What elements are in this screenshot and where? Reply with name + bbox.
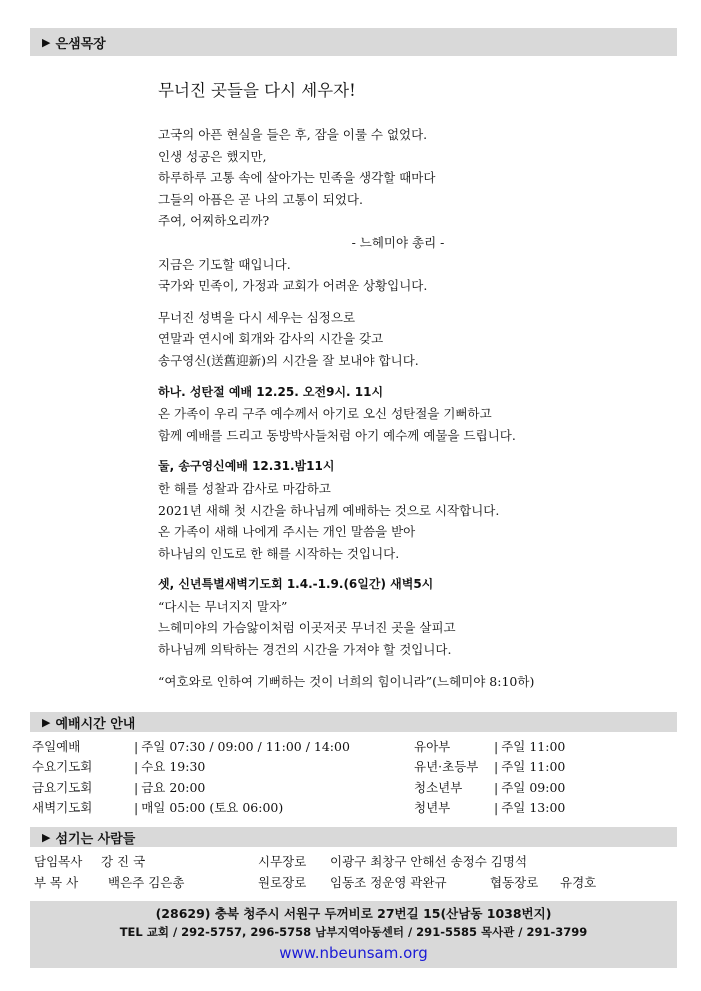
section-header-worship (30, 712, 677, 732)
text-line: 무너진 성벽을 다시 세우는 심정으로 (158, 309, 356, 325)
triangle-right-icon: ▶ (42, 715, 51, 729)
section-dawn-prayer (158, 574, 638, 660)
intro-paragraph (158, 124, 638, 297)
text-line: 하나님의 인도로 한 해를 시작하는 것입니다. (158, 545, 400, 561)
department-time: 주일 11:00 (501, 739, 566, 754)
text-line: 온 가족이 우리 구주 예수께서 아기로 오신 성탄절을 기뻐하고 (158, 406, 492, 422)
text-line: 지금은 기도할 때입니다. (158, 256, 291, 272)
department-time: 주일 13:00 (501, 799, 566, 815)
service-time: 주일 07:30 / 09:00 / 11:00 / 14:00 (141, 739, 350, 754)
schedule-row: 금요기도회 | 금요 20:00 청소년부 | 주일 09:00 (32, 778, 672, 798)
staff-list (34, 851, 674, 893)
text-line: 2021년 새해 첫 시간을 하나님께 예배하는 것으로 시작합니다. (158, 502, 500, 518)
section-header-label: 예배시간 안내 (55, 716, 136, 732)
text-line: 국가와 민족이, 가정과 교회가 어려운 상황입니다. (158, 278, 428, 294)
text-line: 하루하루 고통 속에 살아가는 민족을 생각할 때마다 (158, 170, 436, 186)
schedule-row: 수요기도회 | 수요 19:30 유년·초등부 | 주일 11:00 (32, 757, 672, 777)
article-title: 무너진 곳들을 다시 세우자! (158, 81, 356, 100)
paragraph (158, 307, 638, 372)
section-header-staff (30, 827, 677, 847)
staff-role: 담임목사 (34, 854, 83, 869)
section-new-year-eve (158, 456, 638, 564)
staff-names: 임동조 정운영 곽완규 (330, 875, 447, 890)
department-time: 주일 11:00 (501, 759, 566, 775)
text-line: 주여, 어찌하오리까? (158, 213, 270, 229)
text-line: 고국의 아픈 현실을 들은 후, 잠을 이룰 수 없었다. (158, 127, 428, 142)
section-title: 하나. 성탄절 예배 12.25. 오전9시. 11시 (158, 384, 384, 399)
service-time: 수요 19:30 (141, 759, 206, 775)
text-line: 그들의 아픔은 곧 나의 고통이 되었다. (158, 191, 363, 207)
triangle-right-icon: ▶ (42, 830, 51, 844)
church-address: (28629) 충북 청주시 서원구 두꺼비로 27번길 15(산남동 1038번지) (155, 906, 552, 921)
service-name: 수요기도회 (32, 759, 93, 775)
text-line: 함께 예배를 드리고 동방박사들처럼 아기 예수께 예물을 드립니다. (158, 427, 516, 443)
section-christmas (158, 382, 638, 447)
section-header-eunsam (30, 28, 677, 56)
staff-names: 이광구 최창구 안해선 송정수 김명석 (330, 854, 528, 869)
text-line: 느헤미야의 가슴앓이처럼 이곳저곳 무너진 곳을 살피고 (158, 620, 456, 636)
service-name: 주일예배 (32, 739, 81, 754)
staff-role: 협동장로 (490, 875, 539, 890)
text-line: “다시는 무너지지 말자” (158, 598, 288, 614)
service-time: 금요 20:00 (141, 779, 206, 795)
service-name: 금요기도회 (32, 779, 93, 795)
section-title: 셋, 신년특별새벽기도회 1.4.-1.9.(6일간) 새벽5시 (158, 577, 434, 592)
department-name: 청소년부 (414, 779, 463, 795)
section-header-label: 은샘목장 (55, 36, 106, 52)
staff-names: 강 진 국 (101, 854, 146, 869)
section-title: 둘, 송구영신예배 12.31.밤11시 (158, 459, 335, 474)
department-name: 유년·초등부 (414, 759, 479, 775)
triangle-right-icon: ▶ (42, 35, 51, 49)
text-line: 한 해를 성찰과 감사로 마감하고 (158, 480, 331, 496)
staff-names: 백은주 김은총 (108, 875, 185, 890)
department-name: 청년부 (414, 799, 451, 815)
attribution: - 느헤미야 총리 - (351, 234, 445, 250)
staff-role: 시무장로 (258, 854, 307, 869)
text-line: 하나님께 의탁하는 경건의 시간을 가져야 할 것입니다. (158, 642, 452, 658)
staff-role: 부 목 사 (34, 875, 79, 890)
text-line: 온 가족이 새해 나에게 주시는 개인 말씀을 받아 (158, 524, 416, 540)
staff-role: 원로장로 (258, 875, 307, 890)
service-time: 매일 05:00 (토요 06:00) (141, 799, 284, 815)
department-time: 주일 09:00 (501, 779, 566, 795)
staff-row (34, 872, 674, 893)
article (158, 80, 638, 692)
text-line: 송구영신(送舊迎新)의 시간을 잘 보내야 합니다. (158, 352, 419, 368)
department-name: 유아부 (414, 739, 451, 754)
schedule-row: 새벽기도회 | 매일 05:00 (토요 06:00) 청년부 | 주일 13:00 (32, 798, 672, 818)
text-line: 인생 성공은 했지만, (158, 148, 267, 164)
service-name: 새벽기도회 (32, 799, 93, 815)
worship-schedule (32, 737, 672, 818)
schedule-row: 주일예배 | 주일 07:30 / 09:00 / 11:00 / 14:00 유아부 | 주일 11:00 (32, 737, 672, 757)
footer (30, 901, 677, 968)
text-line: 연말과 연시에 회개와 감사의 시간을 갖고 (158, 331, 384, 347)
church-phone: TEL 교회 / 292-5757, 296-5758 남부지역아동센터 / 291-5585 목사관 / 291-3799 (119, 925, 588, 939)
section-header-label: 섬기는 사람들 (55, 831, 136, 847)
staff-names: 유경호 (560, 875, 597, 890)
staff-row (34, 851, 674, 872)
closing-quote: “여호와로 인하여 기뻐하는 것이 너희의 힘이니라”(느헤미야 8:10하) (158, 673, 535, 689)
church-website[interactable]: www.nbeunsam.org (279, 944, 428, 962)
